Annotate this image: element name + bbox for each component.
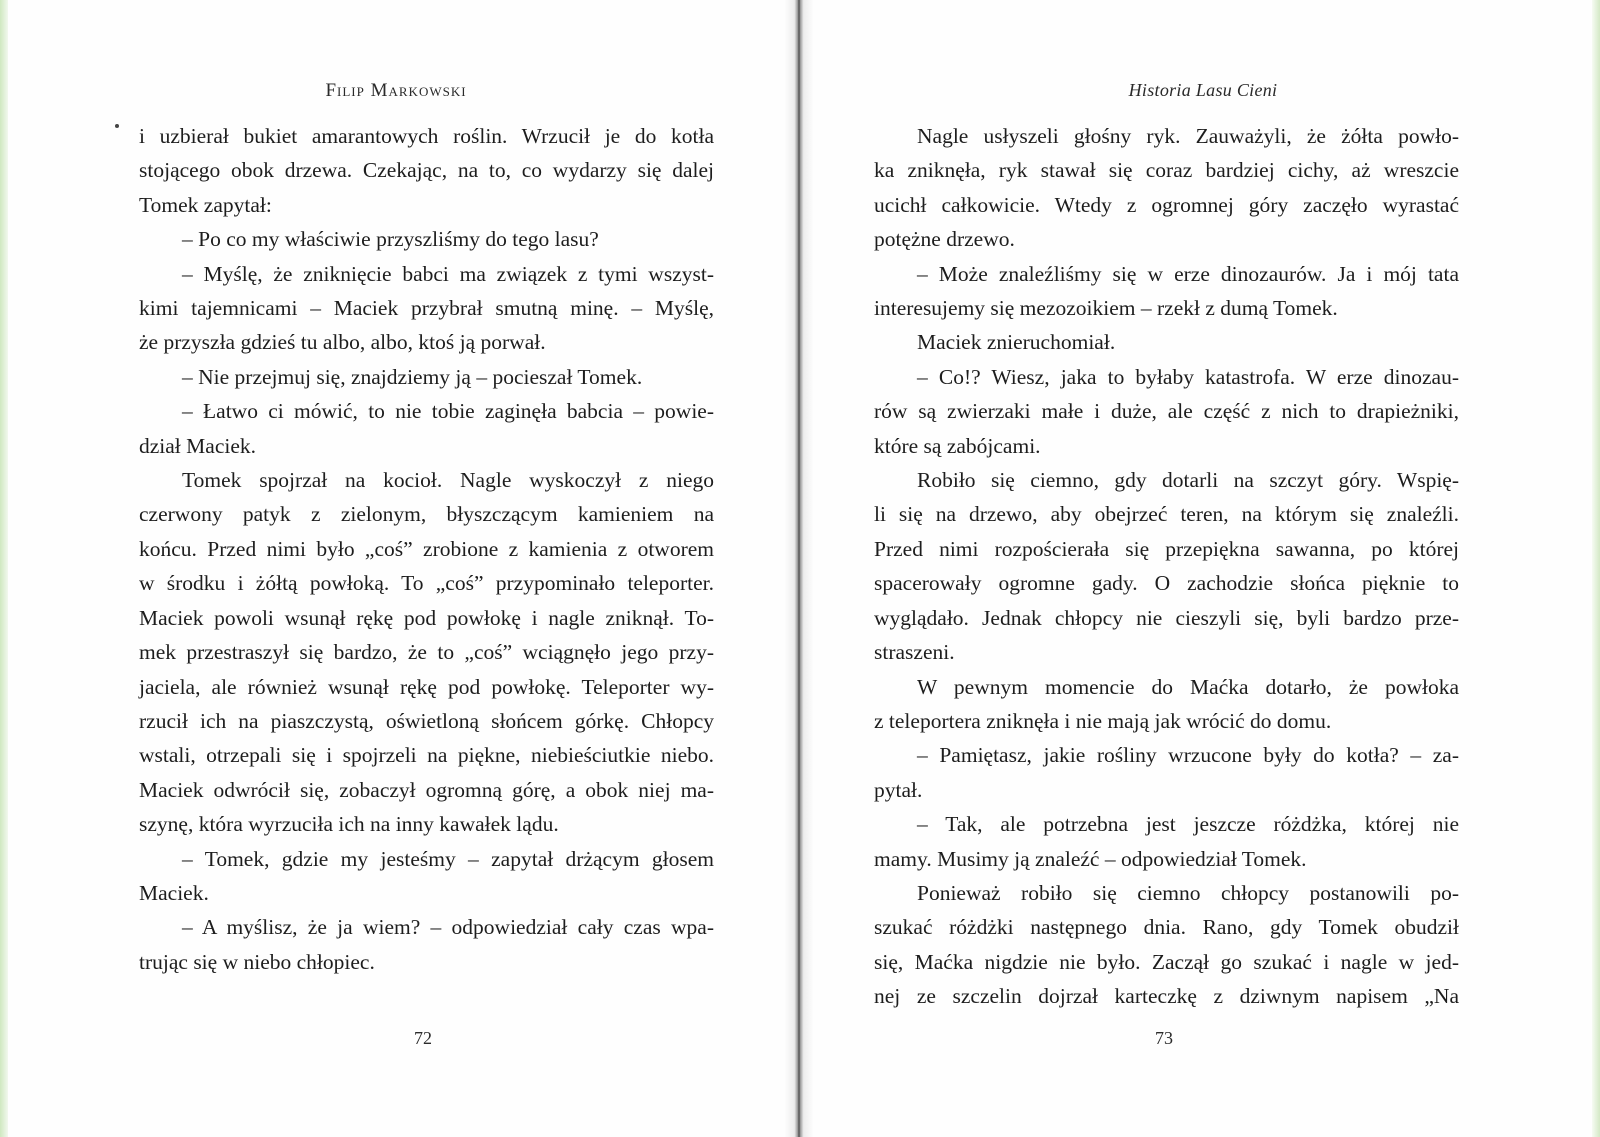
- text-line: że przyszła gdzieś tu albo, albo, ktoś ją porwał.: [139, 330, 546, 355]
- text-line: nej ze szczelin dojrzał karteczkę z dziwnym napisem „Na: [874, 984, 1459, 1009]
- margin-dot-mark: [115, 124, 119, 128]
- text-line: szynę, która wyrzuciła ich na inny kawałek lądu.: [139, 812, 559, 837]
- text-line: czerwony patyk z zielonym, błyszczącym kamieniem na: [139, 502, 714, 527]
- text-line: li się na drzewo, aby obejrzeć teren, na którym się znaleźli.: [874, 502, 1459, 527]
- text-line: – Myślę, że zniknięcie babci ma związek z tymi wszyst-: [182, 261, 714, 286]
- right-scan-edge: [1592, 0, 1600, 1137]
- book-spine-gutter: [784, 0, 814, 1137]
- text-line: rów są zwierzaki małe i duże, ale część z nich to drapieżniki,: [874, 399, 1459, 424]
- text-line: – Nie przejmuj się, znajdziemy ją – pocieszał Tomek.: [182, 364, 643, 389]
- text-line: W pewnym momencie do Maćka dotarło, że powłoka: [917, 674, 1459, 699]
- text-line: jaciela, ale również wsunął rękę pod powłokę. Teleporter wy-: [139, 674, 714, 699]
- text-line: które są zabójcami.: [874, 433, 1041, 458]
- text-line: ucichł całkowicie. Wtedy z ogromnej góry zaczęło wyrastać: [874, 192, 1459, 217]
- left-scan-edge: [0, 0, 8, 1137]
- text-line: Maciek powoli wsunął rękę pod powłokę i nagle zniknął. To-: [139, 605, 714, 630]
- text-line: – Po co my właściwie przyszliśmy do tego lasu?: [182, 227, 599, 252]
- text-line: Maciek odwrócił się, zobaczył ogromną górę, a obok niej ma-: [139, 777, 714, 802]
- text-line: interesujemy się mezozoikiem – rzekł z dumą Tomek.: [874, 296, 1338, 321]
- text-line: – A myślisz, że ja wiem? – odpowiedział cały czas wpa-: [182, 915, 714, 940]
- text-line: mamy. Musimy ją znaleźć – odpowiedział Tomek.: [874, 846, 1307, 871]
- text-line: – Tak, ale potrzebna jest jeszcze różdżka, której nie: [917, 812, 1459, 837]
- text-line: – Może znaleźliśmy się w erze dinozaurów. Ja i mój tata: [917, 261, 1459, 286]
- text-line: mek przestraszył się bardzo, że to „coś” wciągnęło jego przy-: [139, 640, 714, 665]
- text-line: – Łatwo ci mówić, to nie tobie zaginęła babcia – powie-: [182, 399, 714, 424]
- left-page-text: [139, 119, 714, 979]
- page-number-left: 72: [414, 1028, 432, 1048]
- left-page: [8, 0, 784, 1137]
- text-line: Maciek.: [139, 880, 209, 905]
- text-line: pytał.: [874, 777, 923, 802]
- text-line: szukać różdżki następnego dnia. Rano, gdy Tomek obudził: [874, 915, 1459, 940]
- text-line: – Co!? Wiesz, jaka to byłaby katastrofa. W erze dinozau-: [917, 364, 1459, 389]
- text-line: Przed nimi rozpościerała się przepiękna sawanna, po której: [874, 536, 1459, 561]
- text-line: – Tomek, gdzie my jesteśmy – zapytał drżącym głosem: [182, 846, 714, 871]
- text-line: z teleportera zniknęła i nie mają jak wrócić do domu.: [874, 708, 1332, 733]
- text-line: – Pamiętasz, jakie rośliny wrzucone były do kotła? – za-: [917, 743, 1459, 768]
- text-line: wstali, otrzepali się i spojrzeli na piękne, niebieściutkie niebo.: [139, 743, 714, 768]
- text-line: straszeni.: [874, 640, 955, 665]
- text-line: rzucił ich na piaszczystą, oświetloną słońcem górkę. Chłopcy: [139, 708, 714, 733]
- text-line: Maciek znieruchomiał.: [917, 330, 1116, 355]
- text-line: ka zniknęła, ryk stawał się coraz bardziej cichy, aż wreszcie: [874, 158, 1459, 183]
- right-page-text: [874, 119, 1459, 1014]
- page-number-right: 73: [1155, 1028, 1173, 1048]
- text-line: trując się w niebo chłopiec.: [139, 949, 375, 974]
- text-line: wyglądało. Jednak chłopcy nie cieszyli się, byli bardzo prze-: [874, 605, 1459, 630]
- text-line: stojącego obok drzewa. Czekając, na to, co wydarzy się dalej: [139, 158, 714, 183]
- text-line: się, Maćka nigdzie nie było. Zaczął go szukać i nagle w jed-: [874, 949, 1459, 974]
- text-line: Tomek spojrzał na kocioł. Nagle wyskoczył z niego: [182, 468, 714, 493]
- text-line: dział Maciek.: [139, 433, 257, 458]
- text-line: kimi tajemnicami – Maciek przybrał smutną minę. – Myślę,: [139, 296, 714, 321]
- text-line: i uzbierał bukiet amarantowych roślin. Wrzucił je do kotła: [139, 124, 714, 148]
- text-line: spacerowały ogromne gady. O zachodzie słońca pięknie to: [874, 571, 1459, 596]
- text-line: końcu. Przed nimi było „coś” zrobione z kamienia z otworem: [139, 536, 714, 561]
- running-head-author: Filip Markowski: [325, 80, 467, 101]
- text-line: Ponieważ robiło się ciemno chłopcy postanowili po-: [917, 880, 1459, 905]
- text-line: Tomek zapytał:: [139, 192, 272, 217]
- text-line: Robiło się ciemno, gdy dotarli na szczyt góry. Wspię-: [917, 468, 1459, 493]
- text-line: w środku i żółtą powłoką. To „coś” przypominało teleporter.: [139, 571, 714, 596]
- text-line: potężne drzewo.: [874, 227, 1015, 252]
- running-head-title: Historia Lasu Cieni: [1128, 80, 1278, 100]
- text-line: Nagle usłyszeli głośny ryk. Zauważyli, że żółta powło-: [917, 124, 1459, 148]
- right-page: [814, 0, 1592, 1137]
